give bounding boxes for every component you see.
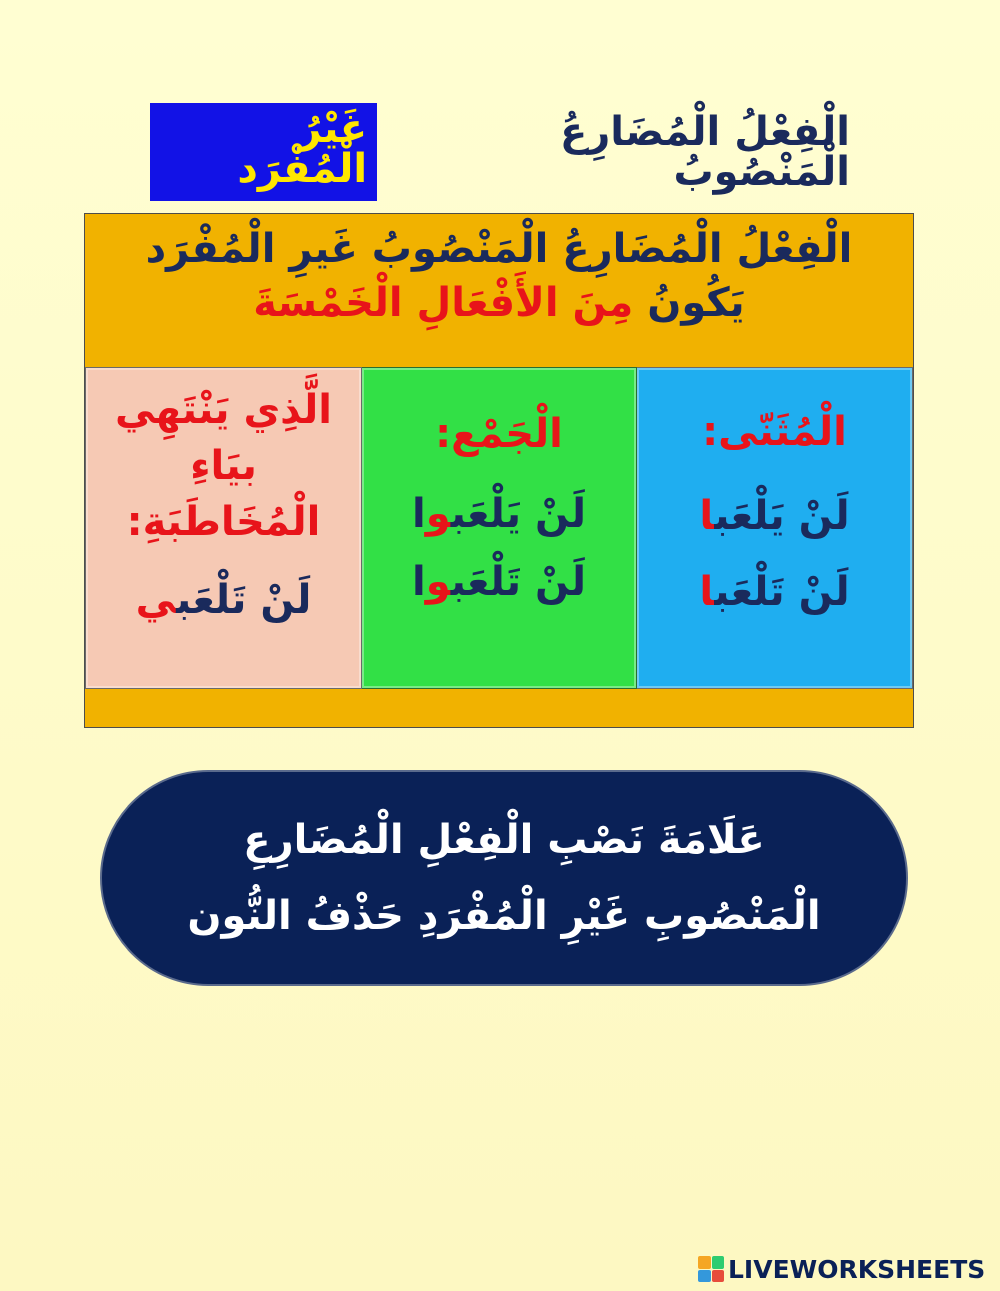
watermark-text: LIVEWORKSHEETS <box>728 1254 986 1284</box>
dual-example-1 <box>699 478 849 554</box>
feminine-example-1-suffix: ي <box>135 577 177 623</box>
plural-example-2-alif: ا <box>412 559 426 605</box>
plural-example-2 <box>412 548 586 616</box>
plural-column <box>361 367 637 689</box>
title-highlight: غَيْرُ الْمُفْرَد <box>150 103 377 201</box>
rule-line-2-five-verbs: مِنَ الأَفْعَالِ الْخَمْسَةَ <box>253 280 634 326</box>
nasb-sign-pill <box>100 770 908 986</box>
plural-examples <box>412 480 586 616</box>
dual-heading: الْمُثَنّى: <box>702 409 847 455</box>
title-main: الْفِعْلُ الْمُضَارِعُ الْمَنْصُوبُ <box>559 109 850 195</box>
plural-example-1-stem: لَنْ يَلْعَب <box>450 491 586 537</box>
sign-line-1: عَلَامَةَ نَصْبِ الْفِعْلِ الْمُضَارِعِ <box>243 817 765 863</box>
rule-box <box>84 213 914 728</box>
dual-example-1-stem: لَنْ يَلْعَب <box>714 493 850 539</box>
feminine-example-1-stem: لَنْ تَلْعَب <box>176 577 312 623</box>
rule-header <box>85 222 913 330</box>
feminine-heading <box>115 382 332 550</box>
liveworksheets-watermark <box>698 1254 985 1284</box>
plural-example-1-alif: ا <box>412 491 426 537</box>
sign-line-2: الْمَنْصُوبِ غَيْرِ الْمُفْرَدِ حَذْفُ النُّون <box>187 893 821 939</box>
rule-line-1: الْفِعْلُ الْمُضَارِعُ الْمَنْصُوبُ غَيرِ الْمُفْرَد <box>145 226 853 272</box>
dual-example-2 <box>699 554 849 630</box>
feminine-example-1 <box>136 562 312 638</box>
feminine-heading-line-3: الْمُخَاطَبَةِ: <box>126 499 321 545</box>
dual-example-2-stem: لَنْ تَلْعَب <box>714 569 850 615</box>
feminine-column <box>85 367 362 689</box>
liveworksheets-logo-icon <box>698 1256 724 1282</box>
feminine-examples <box>136 562 312 638</box>
dual-example-2-suffix: ا <box>699 569 715 615</box>
plural-example-2-stem: لَنْ تَلْعَب <box>450 559 586 605</box>
feminine-heading-line-1: الَّذِي يَنْتَهِي <box>115 387 332 433</box>
dual-examples <box>699 478 849 630</box>
dual-example-1-suffix: ا <box>699 493 715 539</box>
feminine-heading-line-2: بيَاءِ <box>190 443 257 489</box>
rule-line-2-verb: يَكُونُ <box>647 280 745 326</box>
plural-heading: الْجَمْع: <box>435 411 563 457</box>
plural-example-2-waw: و <box>425 559 451 605</box>
page-title <box>150 106 850 195</box>
dual-column <box>636 367 913 689</box>
plural-example-1-waw: و <box>425 491 451 537</box>
rule-line-2 <box>85 276 913 330</box>
plural-example-1 <box>412 480 586 548</box>
